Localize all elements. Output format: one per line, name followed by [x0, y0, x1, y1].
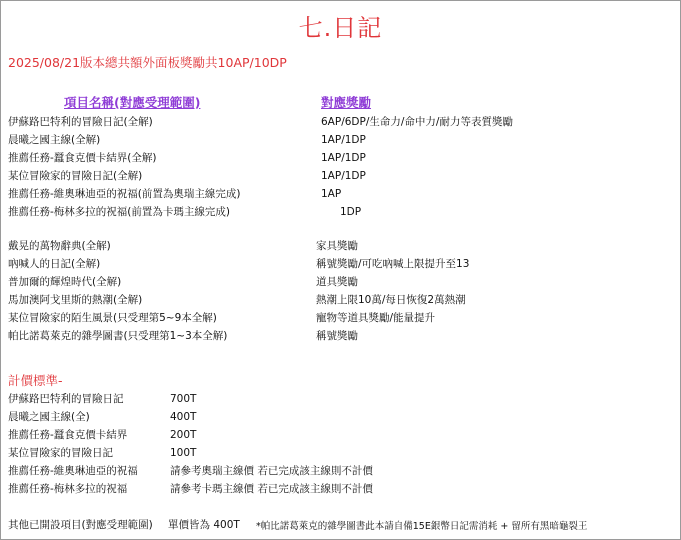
pricing-item-price: 請參考卡瑪主線價 若已完成該主線則不計價: [170, 483, 373, 495]
footer-unit-price: 單價皆為 400T: [168, 519, 240, 531]
list-item-name: 推薦任務-梅林多拉的祝福(前置為卡瑪主線完成): [8, 206, 230, 218]
pricing-item-price: 700T: [170, 393, 197, 405]
pricing-item-name: 伊蘇路巴特利的冒險日記: [8, 393, 124, 405]
list-item-name: 伊蘇路巴特利的冒險日記(全解): [8, 116, 153, 128]
pricing-item-name: 推薦任務-蠶食克價卡結界: [8, 429, 128, 441]
list-item-reward: 1AP/1DP: [321, 170, 366, 182]
list-item-name: 晨曦之國主線(全解): [8, 134, 101, 146]
list-item-reward: 寵物等道具獎勵/能量提升: [316, 312, 436, 324]
item-column-header: 項目名稱(對應受理範圍): [64, 95, 201, 110]
pricing-item-name: 推薦任務-梅林多拉的祝福: [8, 483, 128, 495]
list-item-name: 推薦任務-維奧琳迪亞的祝福(前置為奧瑞主線完成): [8, 188, 241, 200]
list-item-reward: 6AP/6DP/生命力/命中力/耐力等表質獎勵: [321, 116, 513, 128]
pricing-item-price: 100T: [170, 447, 197, 459]
pricing-item-name: 某位冒險家的冒險日記: [8, 447, 113, 459]
list-item-reward: 1AP/1DP: [321, 152, 366, 164]
list-item-reward: 稱號獎勵: [316, 330, 358, 342]
list-item-name: 某位冒險家的冒險日記(全解): [8, 170, 143, 182]
list-item-reward: 1AP/1DP: [321, 134, 366, 146]
version-notice: 2025/08/21版本總共額外面板獎勵共10AP/10DP: [8, 55, 287, 70]
list-item-name: 普加爾的輝煌時代(全解): [8, 276, 122, 288]
footer-note: *帕比諾葛萊克的雜學圖書此本請自備15E銀幣日記需消耗 + 留所有黑暗龜裂王: [256, 521, 588, 532]
pricing-item-price: 400T: [170, 411, 197, 423]
list-item-name: 帕比諾葛萊克的雜學圖書(只受理第1~3本全解): [8, 330, 228, 342]
list-item-name: 吶喊人的日記(全解): [8, 258, 101, 270]
list-item-name: 馬加澳阿戈里斯的熱潮(全解): [8, 294, 143, 306]
footer-other-items: 其他已開設項目(對應受理範圍): [8, 519, 153, 531]
pricing-item-name: 推薦任務-維奧琳迪亞的祝福: [8, 465, 138, 477]
list-item-reward: 道具獎勵: [316, 276, 358, 288]
list-item-reward: 稱號獎勵/可吃吶喊上限提升至13: [316, 258, 470, 270]
pricing-item-name: 晨曦之國主線(全): [8, 411, 90, 423]
list-item-reward: 1AP: [321, 188, 342, 200]
pricing-item-price: 200T: [170, 429, 197, 441]
list-item-reward: 家具獎勵: [316, 240, 358, 252]
list-item-reward: 1DP: [340, 206, 362, 218]
list-item-name: 戴晃的萬物辭典(全解): [8, 240, 111, 252]
list-item-reward: 熱潮上限10萬/每日恢復2萬熱潮: [316, 294, 466, 306]
reward-column-header: 對應獎勵: [321, 95, 372, 110]
list-item-name: 某位冒險家的陌生風景(只受理第5~9本全解): [8, 312, 217, 324]
list-item-name: 推薦任務-蠶食克價卡結界(全解): [8, 152, 157, 164]
page-title: 七.日記: [298, 14, 383, 42]
pricing-item-price: 請參考奧瑞主線價 若已完成該主線則不計價: [170, 465, 373, 477]
pricing-section-title: 計價標準-: [8, 373, 63, 388]
